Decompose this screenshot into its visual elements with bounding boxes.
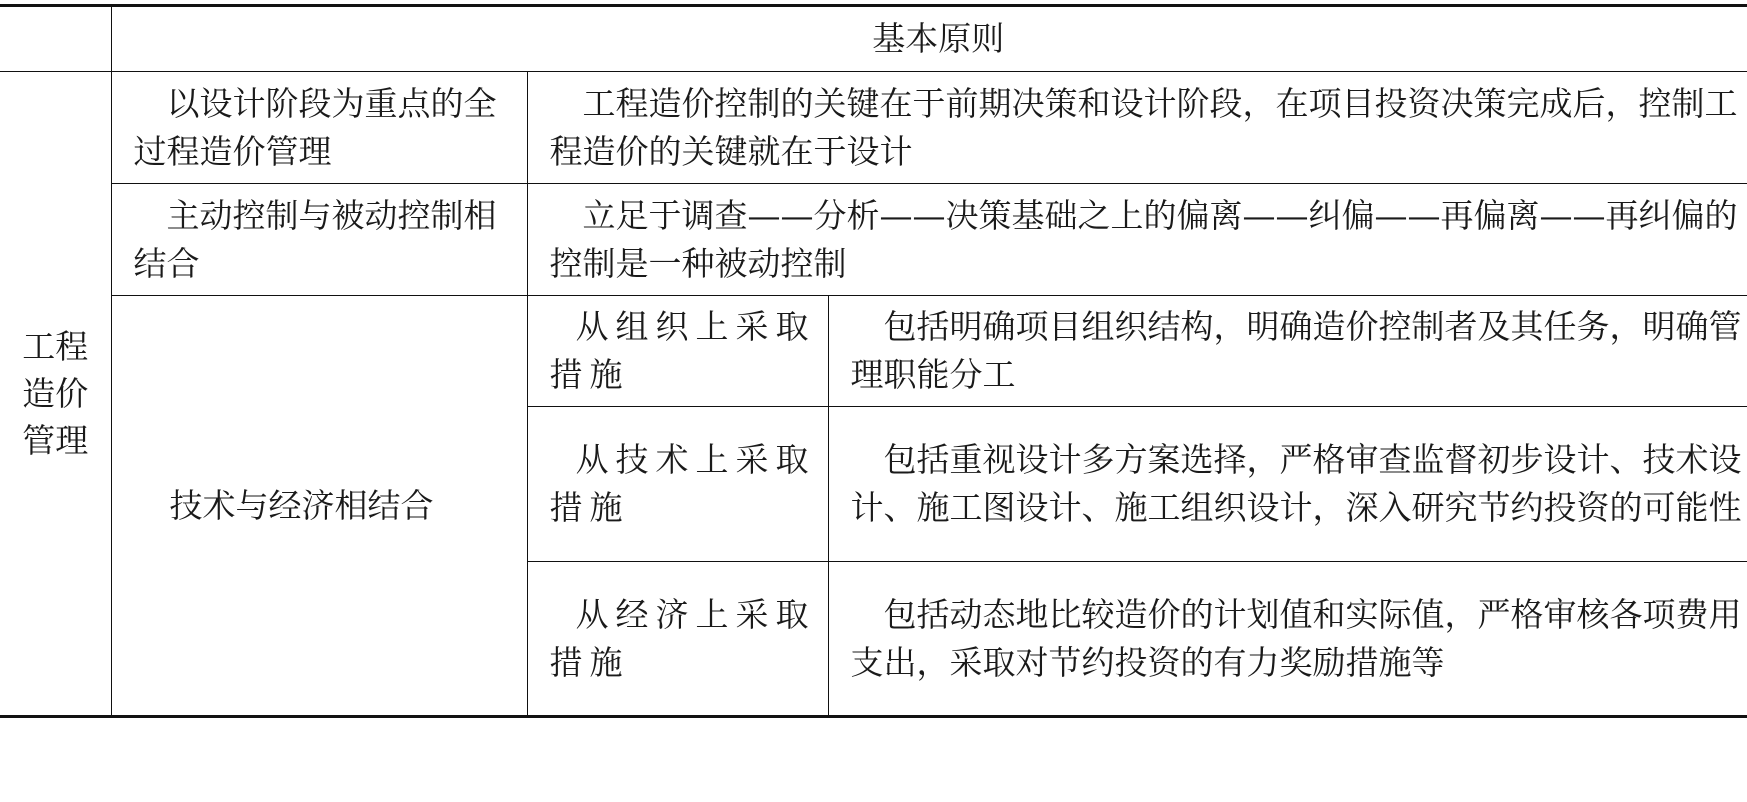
measure-description-text: 包括重视设计多方案选择，严格审查监督初步设计、技术设计、施工图设计、施工组织设计，深入研究节约投资的可能性 <box>850 440 1742 527</box>
principle-name-text: 以设计阶段为重点的全过程造价管理 <box>133 83 497 171</box>
measure-description-text: 包括明确项目组织结构，明确造价控制者及其任务，明确管理职能分工 <box>850 307 1742 394</box>
principle-description-text: 工程造价控制的关键在于前期决策和设计阶段，在项目投资决策完成后，控制工程造价的关键就在于设计 <box>549 83 1738 171</box>
measure-name <box>527 562 828 717</box>
header-corner-cell <box>0 6 111 72</box>
header-title: 基本原则 <box>111 6 1747 72</box>
measure-name-text: 从组织上采取措施 <box>549 307 816 394</box>
principle-name-text: 主动控制与被动控制相结合 <box>133 195 497 283</box>
category-label: 工程造价管理 <box>0 72 111 717</box>
principle-name <box>111 72 527 184</box>
measure-description <box>828 296 1747 407</box>
table-row <box>0 72 1747 184</box>
measure-name-text: 从技术上采取措施 <box>549 440 816 527</box>
principle-name: 技术与经济相结合 <box>111 296 527 717</box>
principle-name <box>111 184 527 296</box>
measure-name <box>527 407 828 562</box>
measure-description <box>828 562 1747 717</box>
principle-description <box>527 72 1747 184</box>
measure-description-text: 包括动态地比较造价的计划值和实际值，严格审核各项费用支出，采取对节约投资的有力奖励措施等 <box>850 594 1742 682</box>
table-row <box>0 296 1747 407</box>
measure-name <box>527 296 828 407</box>
measure-description <box>828 407 1747 562</box>
principle-description-text: 立足于调查——分析——决策基础之上的偏离——纠偏——再偏离——再纠偏的控制是一种被动控制 <box>549 195 1738 283</box>
table-row <box>0 184 1747 296</box>
header-row <box>0 6 1747 72</box>
measure-name-text: 从经济上采取措施 <box>549 594 816 682</box>
principles-table <box>0 4 1747 718</box>
principle-description <box>527 184 1747 296</box>
